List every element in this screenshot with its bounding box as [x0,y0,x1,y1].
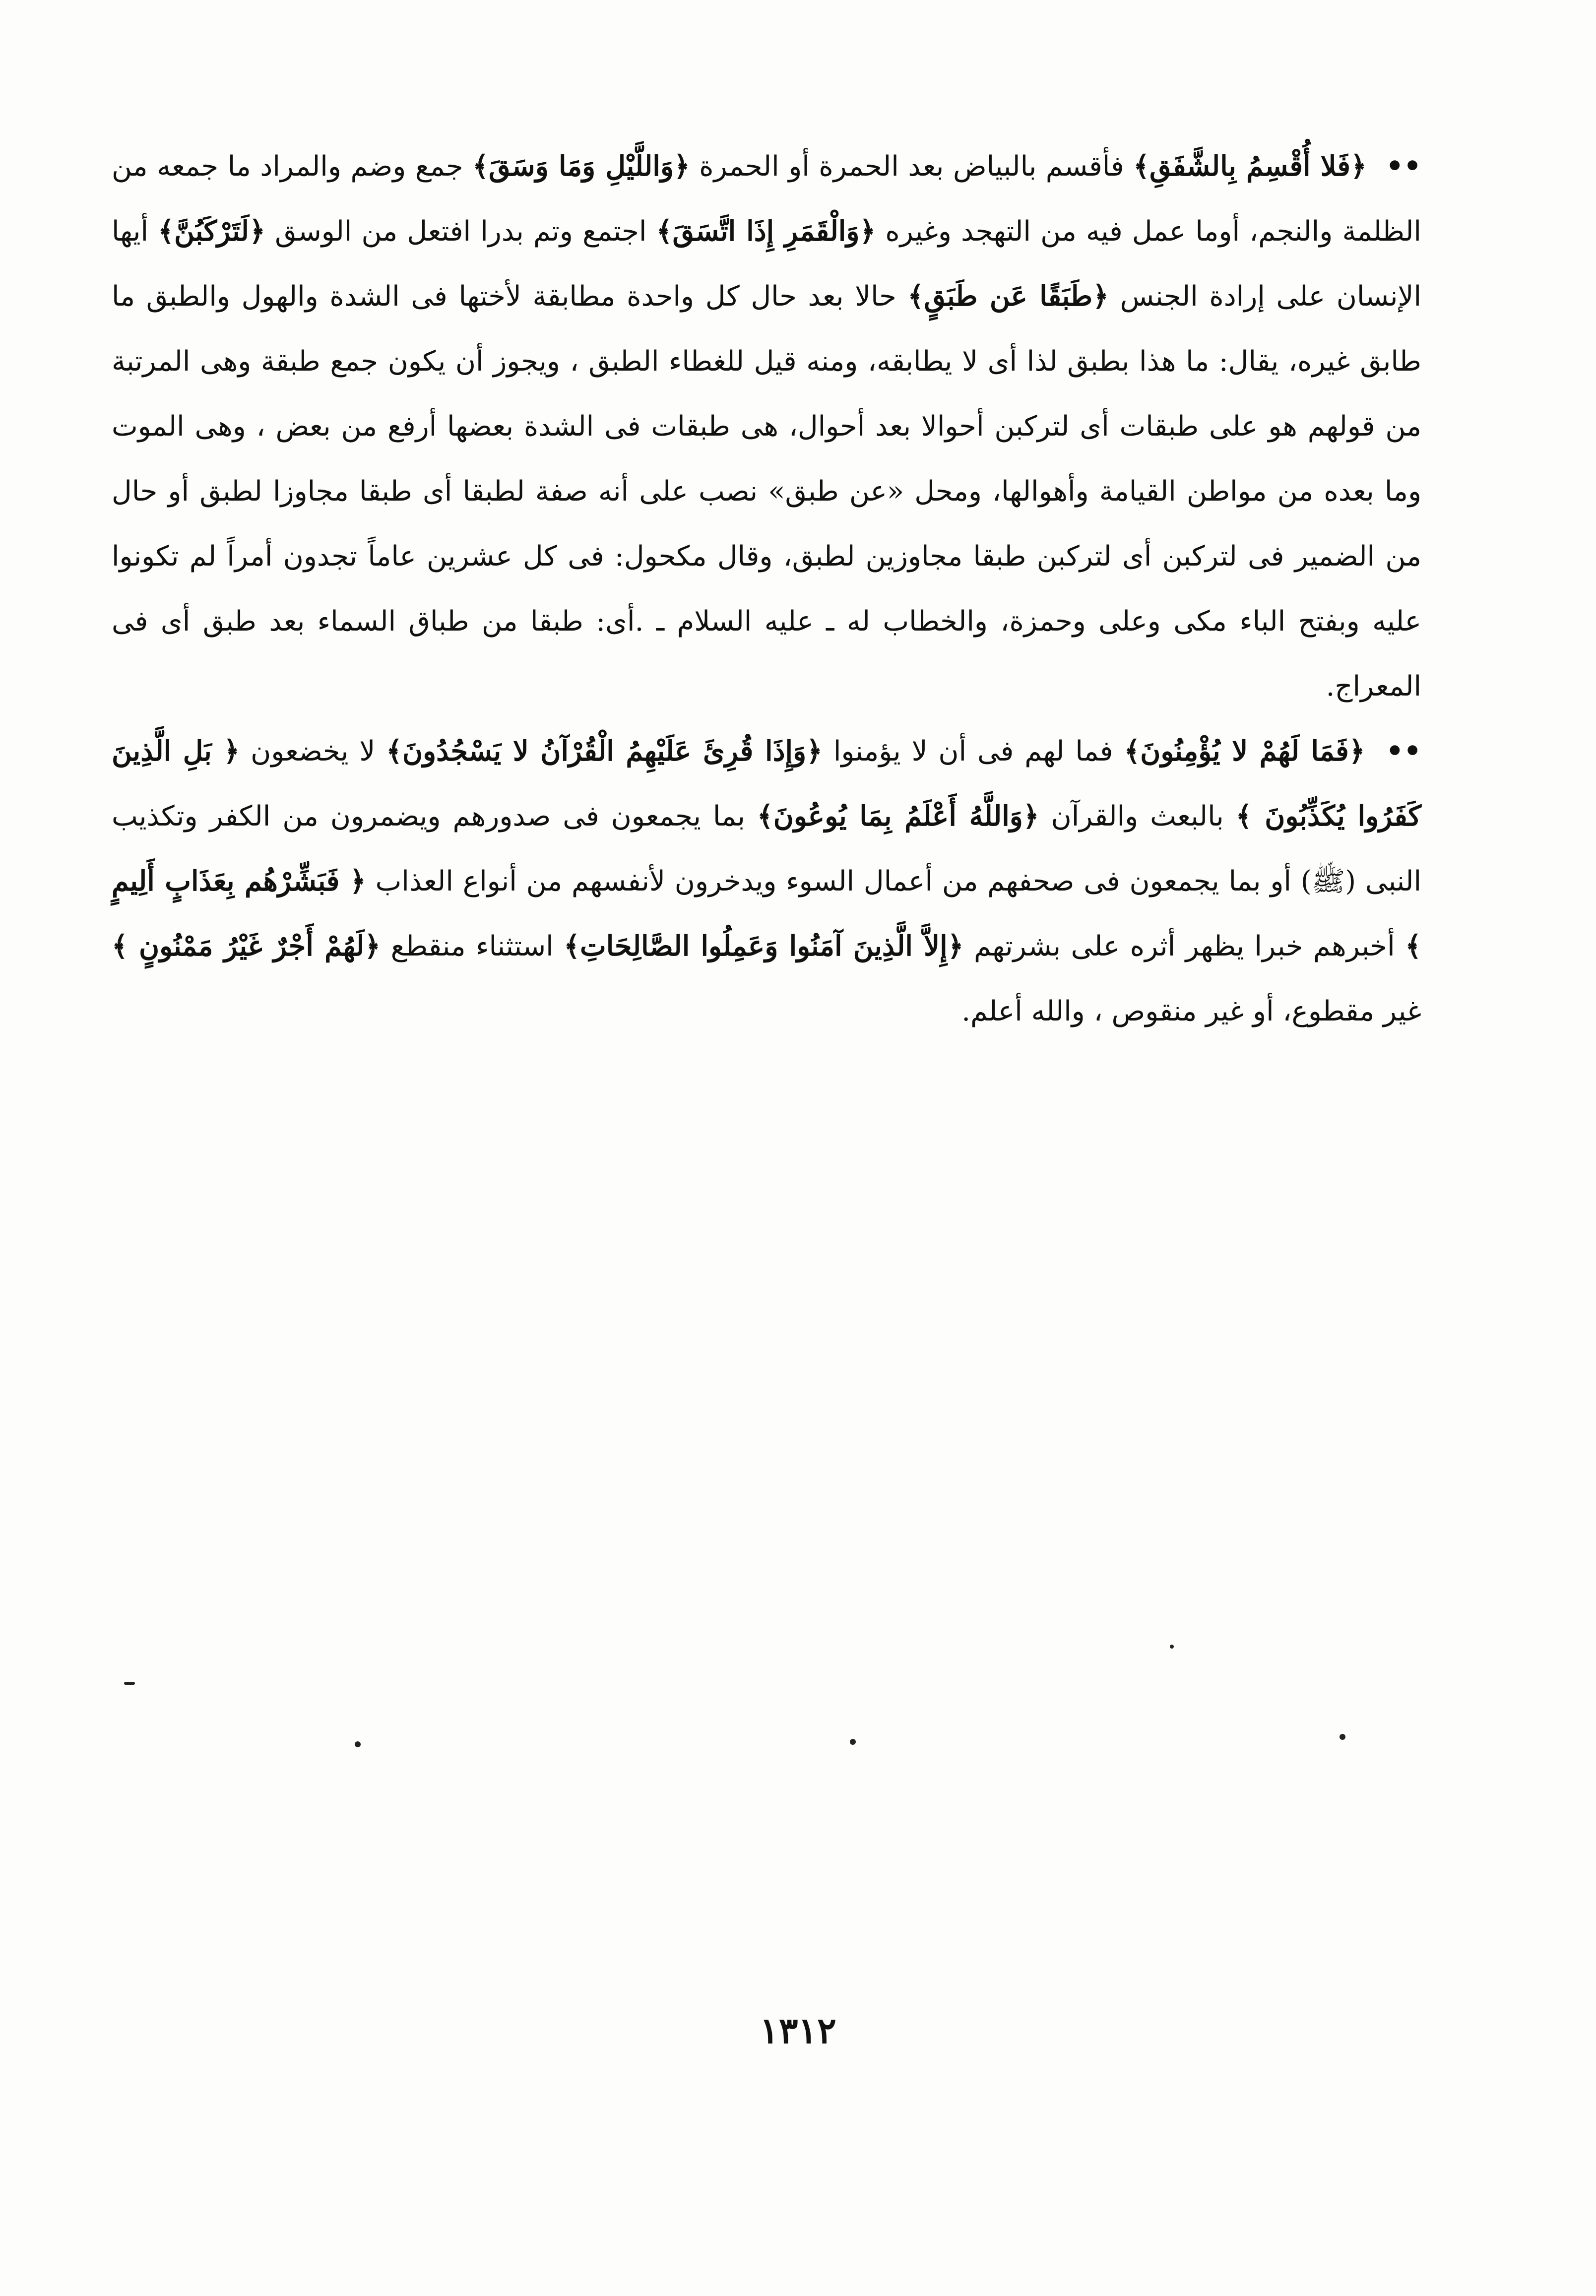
commentary-text-segment: بالبعث والقرآن [1051,800,1224,832]
commentary-text-segment: جمع وضم والمراد ما جمعه من الظلمة والنجم، أوما عمل فيه من التهجد وغيره [112,150,1421,248]
quran-verse: ﴿وَإِذَا قُرِئَ عَلَيْهِمُ الْقُرْآنُ لا يَسْجُدُونَ﴾ [386,735,823,767]
commentary-text-segment: حالا بعد حال كل واحدة مطابقة لأختها فى الشدة والهول والطبق ما طابق غيره، يقال: ما هذا بطبق لذا أى لا يطابقه، ومنه قيل للغطاء الطبق ، ويجوز أن يكون جمع طبقة وهى المرتبة من قولهم هو على طبقات أى لتركبن أحوالا بعد أحوال، هى طبقات فى الشدة بعضها أرفع من بعض ، وهى الموت وما بعده من مواطن القيامة وأهوالها، ومحل «عن طبق» نصب على أنه صفة لطبقا أى طبقا مجاوزا لطبق أو حال من الضمير فى لتركبن أى لتركبن طبقا مجاوزين لطبق، وقال مكحول: فى كل عشرين عاماً تجدون أمراً لم تكونوا عليه وبفتح الباء مكى وعلى وحمزة، والخطاب له ـ عليه السلام ـ .أى: طبقا من طباق السماء بعد طبق أى فى المعراج. [112,280,1421,702]
page-number: ١٣١٢ [760,2009,836,2051]
commentary-text-segment: اجتمع وتم بدرا افتعل من الوسق [265,215,647,248]
commentary-text-segment: أخبرهم خبرا يظهر أثره على بشرتهم [963,930,1395,962]
paragraph-1 [112,134,1421,719]
bullet-marker: •• [1386,150,1421,183]
quran-verse: ﴿طَبَقًا عَن طَبَقٍ﴾ [907,280,1109,313]
quran-verse: ﴿ بَلِ الَّذِينَ كَفَرُوا يُكَذِّبُونَ ﴾ [112,735,1421,832]
commentary-text-segment: فما لهم فى أن لا يؤمنوا [822,735,1113,767]
commentary-text-segment: غير مقطوع، أو غير منقوص ، والله أعلم. [961,995,1421,1027]
paragraph-2 [112,719,1421,1044]
quran-verse: ﴿لَتَرْكَبُنَّ﴾ [158,215,265,248]
scan-speck [124,1682,135,1685]
quran-verse: ﴿ فَبَشِّرْهُم بِعَذَابٍ أَلِيمٍ ﴾ [112,865,1422,962]
quran-verse: ﴿فَلا أُقْسِمُ بِالشَّفَقِ﴾ [1133,150,1367,183]
commentary-text-segment: بما يجمعون فى صدورهم ويضمرون من الكفر وتكذيب النبى (ﷺ) أو بما يجمعون فى صحفهم من أعمال السوء ويدخرون لأنفسهم من أنواع العذاب [112,800,1421,897]
quran-verse: ﴿وَالْقَمَرِ إِذَا اتَّسَقَ﴾ [656,215,876,248]
scan-speck [850,1739,856,1745]
commentary-text-segment: لا يخضعون [251,735,376,767]
commentary-text-segment: أيها الإنسان على إرادة الجنس [112,215,1422,313]
bullet-marker: •• [1386,735,1422,767]
scan-speck [1340,1734,1345,1740]
quran-verse: ﴿لَهُمْ أَجْرٌ غَيْرُ مَمْنُونٍ ﴾ [112,930,381,962]
commentary-text [112,134,1421,1044]
commentary-text-segment: فأقسم بالبياض بعد الحمرة أو الحمرة [690,150,1124,183]
quran-verse: ﴿فَمَا لَهُمْ لا يُؤْمِنُونَ﴾ [1124,735,1365,767]
quran-verse: ﴿وَاللَّيْلِ وَمَا وَسَقَ﴾ [472,150,690,183]
quran-verse: ﴿وَاللَّهُ أَعْلَمُ بِمَا يُوعُونَ﴾ [757,800,1039,832]
scan-speck [1170,1645,1174,1649]
commentary-text-segment: استثناء منقطع [390,930,554,962]
quran-verse: ﴿إِلاَّ الَّذِينَ آمَنُوا وَعَمِلُوا الصَّالِحَاتِ﴾ [564,930,964,962]
scan-speck [355,1741,361,1747]
